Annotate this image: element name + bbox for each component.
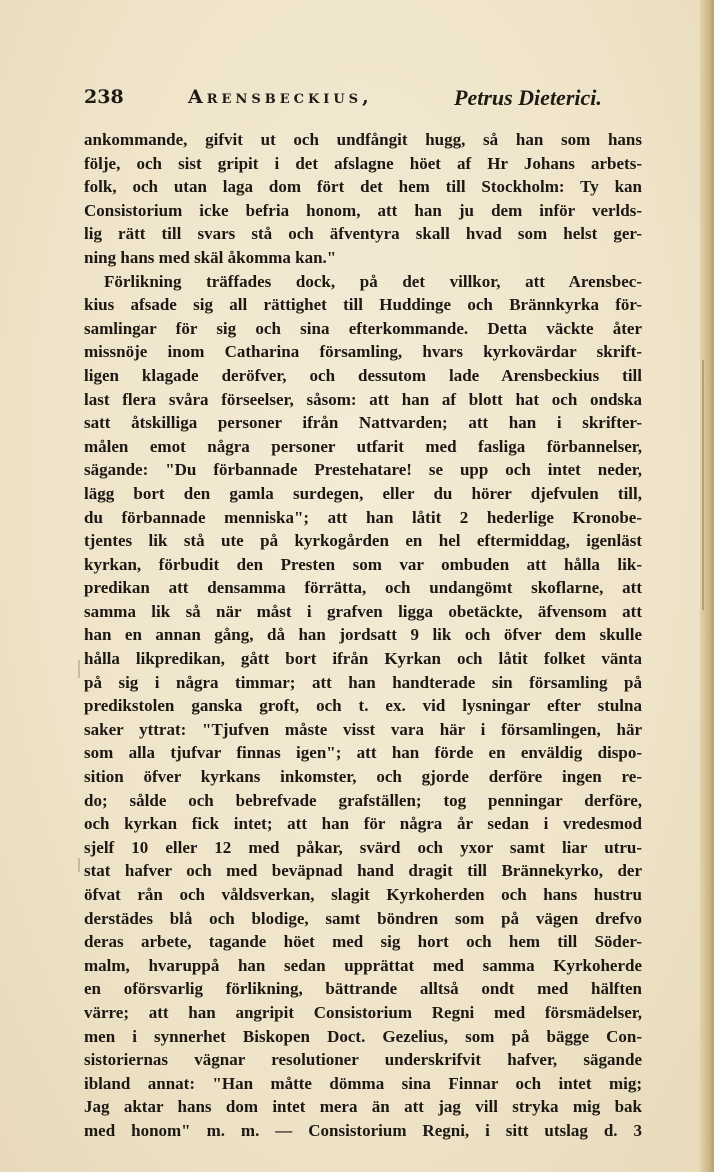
text-line: öfvat rån och våldsverkan, slagit Kyrkoherden och hans hustru: [84, 885, 642, 904]
text-line: derstädes blå och blodige, samt böndren som på vägen drefvo: [84, 908, 642, 928]
running-head: Arensbeckius,: [188, 86, 373, 108]
text-line: men i synnerhet Biskopen Doct. Gezelius, som på bägge Con-: [84, 1026, 642, 1046]
text-line: ligen klagade deröfver, och dessutom lade Arensbeckius till: [84, 365, 642, 385]
text-line: satt åtskilliga personer ifrån Nattvarden; att han i skrifter-: [84, 413, 642, 433]
text-line: samlingar för sig och sina efterkommande. Detta väckte åter: [84, 318, 642, 338]
text-line: följe, och sist gripit i det afslagne höet af Hr Johans arbets-: [84, 153, 642, 173]
text-line: ibland annat: "Han måtte dömma sina Finnar och intet mig;: [84, 1073, 642, 1093]
text-line: med honom" m. m. — Consistorium Regni, i sitt utslag d. 3: [84, 1120, 642, 1140]
text-line: saker yttrat: "Tjufven måste visst vara här i församlingen, här: [84, 719, 642, 739]
text-line: sistoriernas vägnar resolutioner underskrifvit hafver, sägande: [84, 1050, 642, 1070]
text-line: ning hans med skäl åkomma kan.": [84, 247, 337, 267]
page-header: [84, 82, 664, 116]
text-line: han en annan gång, då han jordsatt 9 lik och öfver dem skulle: [84, 625, 642, 645]
text-line: missnöje inom Catharina församling, hvars kyrkovärdar skrift-: [84, 342, 642, 362]
margin-mark: [78, 660, 80, 678]
text-line: och kyrkan fick intet; att han för några år sedan i vredesmod: [84, 814, 642, 834]
text-line: last flera svåra förseelser, såsom: att han af blott hat och ondska: [84, 389, 642, 409]
text-line: kyrkan, förbudit den Presten som var ombuden att hålla lik-: [84, 554, 642, 574]
text-line: hålla likpredikan, gått bort ifrån Kyrkan och låtit folket vänta: [84, 649, 642, 669]
page-number: 238: [84, 86, 124, 108]
text-line: malm, hvaruppå han sedan upprättat med samma Kyrkoherde: [84, 955, 642, 975]
text-line: tjentes lik stå ute på kyrkogården en hel eftermiddag, igenläst: [84, 531, 642, 551]
text-line: på sig i några timmar; att han handterade sin församling på: [84, 672, 642, 692]
text-line: ankommande, gifvit ut och undfångit hugg, så han som hans: [84, 130, 642, 149]
text-line: predikan att densamma förrätta, och undangömt skoflarne, att: [84, 578, 642, 598]
text-line: sjelf 10 eller 12 med påkar, svärd och yxor samt liar utru-: [84, 837, 642, 857]
running-head-italic: Petrus Dieterici.: [454, 85, 602, 110]
text-line: målen emot några personer utfarit med fasliga förbannelser,: [84, 436, 642, 456]
text-line: samma lik så när måst i grafven ligga obetäckte, äfvensom att: [84, 601, 642, 621]
page-edge-shadow: [702, 360, 704, 610]
text-line: du förbannade menniska"; att han låtit 2 hederlige Kronobe-: [84, 507, 642, 527]
text-line: sition öfver kyrkans inkomster, och gjorde derföre ingen re-: [84, 767, 642, 787]
text-line: Consistorium icke befria honom, att han ju dem inför verlds-: [84, 200, 642, 220]
margin-mark: [78, 858, 80, 872]
text-line: lig rätt till svars stå och äfventyra skall hvad som helst ger-: [84, 224, 642, 244]
text-line: stat hafver och med beväpnad hand dragit till Brännekyrko, der: [84, 861, 642, 881]
text-line: Jag aktar hans dom intet mera än att jag vill stryka mig bak: [84, 1097, 642, 1117]
text-line: lägg bort den gamla surdegen, eller du hörer djefvulen till,: [84, 483, 642, 503]
text-line: predikstolen ganska groft, och t. ex. vid lysningar efter stulna: [84, 696, 642, 716]
body-text: [84, 128, 642, 1143]
text-line: do; sålde och bebrefvade grafställen; tog penningar derföre,: [84, 790, 642, 810]
text-line: sägande: "Du förbannade Prestehatare! se upp och intet neder,: [84, 460, 642, 480]
text-line: deras arbete, tagande höet med sig hort och hem till Söder-: [84, 932, 642, 952]
text-line: kius afsade sig all rättighet till Huddinge och Brännkyrka för-: [84, 295, 642, 315]
text-line: folk, och utan laga dom fört det hem till Stockholm: Ty kan: [84, 177, 642, 197]
text-line: värre; att han angripit Consistorium Regni med försmädelser,: [84, 1002, 642, 1022]
text-line: en oförsvarlig förlikning, bättrande alltså ondt med hälften: [84, 979, 642, 999]
text-line: Förlikning träffades dock, på det villkor, att Arensbec-: [104, 271, 642, 291]
text-line: som alla tjufvar finnas igen"; att han förde en enväldig dispo-: [84, 743, 642, 763]
